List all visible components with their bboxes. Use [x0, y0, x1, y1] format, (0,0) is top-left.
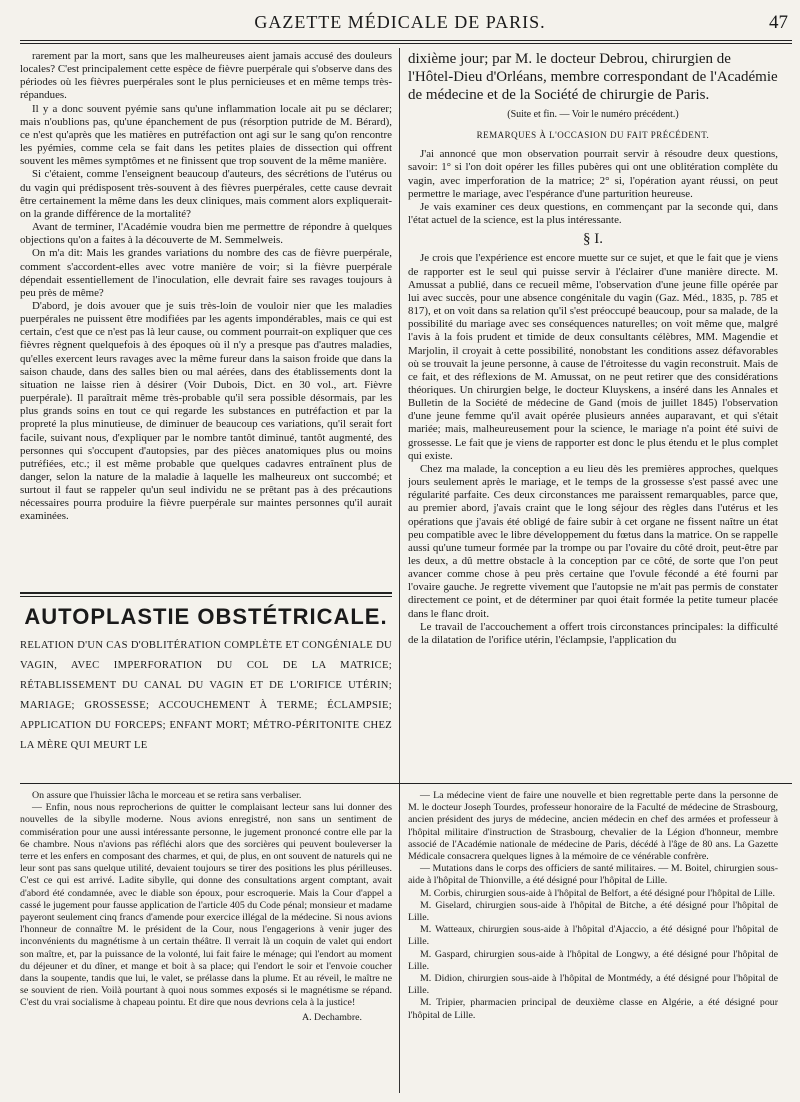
journal-title: GAZETTE MÉDICALE DE PARIS.: [254, 12, 546, 32]
article-lead-in: dixième jour; par M. le docteur Debrou, chirurgien de l'Hôtel-Dieu d'Orléans, membre correspondant de l'Académie de médecine et de la Société de chirurgie de Paris.: [408, 51, 778, 103]
right-column-article: [408, 50, 778, 778]
section-rule: [20, 592, 392, 594]
remarks-heading: REMARQUES À L'OCCASION DU FAIT PRÉCÉDENT.: [476, 130, 710, 141]
header-rule: [20, 40, 792, 41]
paragraph: Chez ma malade, la conception a eu lieu dès les premières approches, quelques jours seulement après le mariage, et le temps de la grossesse s'est passé avec une régularité parfaite. Ces deux circonstances me paraissent remarquables, parce que, au premier abord, j'avais craint que le long séjour des règles dans l'utérus et les opérations que j'avais été obligé de faire subir à cet organe ne fissent naître un état peu compatible avec le libre développement du fœtus dans la matrice. On se rappelle aussi qu'une tumeur formée par la trompe ou par l'ovaire du côté droit, peut-être par les deux, a dû mettre obstacle à la conception par ce côté, de sorte que l'on peut avancer comme chose à peu près certaine que l'ovule fécondé a été fourni par l'ovaire gauche. Je regrette vivement que l'autopsie ne m'ait pas permis de constater directement ce point, et de déterminer par quoi était formée la petite tumeur placée dans le flanc droit.: [408, 462, 778, 620]
paragraph: M. Didion, chirurgien sous-aide à l'hôpital de Montmédy, a été désigné pour l'hôpital de Lille.: [408, 973, 778, 997]
paragraph: M. Tripier, pharmacien principal de deuxième classe en Algérie, a été désigné pour l'hôpital de Lille.: [408, 997, 778, 1021]
header-rule-double: [20, 43, 792, 44]
paragraph: D'abord, je dois avouer que je suis très-loin de vouloir nier que les maladies puerpérales ne puissent être modifiées par les agents impondérables, mais ce qui est certain, c'est que ce n'est pas là leur cause, ou comment pourrait-on expliquer que ces fièvres règnent quelquefois à des époques où il n'y a presque pas d'autres maladies, qu'elles exercent leurs ravages avec la même fureur dans la saison froide que dans la saison chaude, dans des salles bien ou mal aérées, dans des établissements dont la situation ne laisse rien à désirer (Voir Dubois, Dict. en 30 vol., art. Fièvre puerpérale). Il paraîtrait même très-probable qu'il sera possible désormais, par les plus grands soins en tout ce qui regarde les substances en putréfaction et par la propreté la plus minutieuse, de diminuer de beaucoup ces variations, qu'il serait fort facile, suivant nous, d'expliquer par le nombre tantôt diminué, tantôt augmenté, des personnes qui s'occupent d'autopsies, par des pièces anatomiques plus ou moins putréfiées, etc.; il est même probable que quelques cadavres entraînent plus de danger, selon la nature de la maladie à laquelle les malheureux ont succombé; et surtout il faut se rappeler qu'un seul individu ne se prêtant pas à des précautions nécessaires pourra produire la fièvre puerpérale sur maintes personnes qu'il aurait examinées.: [20, 299, 392, 523]
right-bottom-column: [408, 790, 778, 1090]
paragraph: On assure que l'huissier lâcha le morceau et se retira sans verbaliser.: [32, 790, 302, 801]
paragraph: M. Watteaux, chirurgien sous-aide à l'hôpital d'Ajaccio, a été désigné pour l'hôpital de Lille.: [408, 924, 778, 948]
paragraph: Il y a donc souvent pyémie sans qu'une inflammation locale ait pu se déclarer; mais n'oublions pas, qu'une épanchement de pus (résorption putride de M. Bérard), ce n'est qu'après que les matières en putréfaction ont agi sur le sang qu'on rencontre les pyémies, comme cela se fait dans les petites plaies de dissection qui offrent souvent les mêmes symptômes et ne finissent que trop souvent de la même manière.: [20, 102, 392, 168]
paragraph: On m'a dit: Mais les grandes variations du nombre des cas de fièvre puerpérale, comment s'accordent-elles avec votre manière de voir; si la fièvre puerpérale dépendait essentiellement de l'inoculation, elle devrait faire ses ravages toujours à peu près de même?: [20, 247, 392, 299]
bottom-section-rule: [20, 783, 792, 784]
paragraph: Avant de terminer, l'Académie voudra bien me permettre de répondre à quelques objections qu'on a faites à la découverte de M. Semmelweis.: [20, 221, 392, 247]
paragraph: Le travail de l'accouchement a offert trois circonstances principales: la difficulté de la dilatation de l'orifice utérin, l'éclampsie, l'application du: [408, 620, 778, 646]
author-signature: A. Dechambre.: [301, 1011, 362, 1023]
paragraph: Si c'étaient, comme l'enseignent beaucoup d'auteurs, des sécrétions de l'utérus ou du vagin qui prédisposent très-souvent à des fièvres puerpérales, cette cause devrait être certainement la même dans les deux cliniques, mais comment alors expliquerait-on la grande différence de la mortalité?: [20, 168, 392, 220]
paragraph: M. Giselard, chirurgien sous-aide à l'hôpital de Bitche, a été désigné pour l'hôpital de Lille.: [408, 899, 778, 924]
section-rule-thin: [20, 596, 392, 597]
page-header: [8, 12, 792, 38]
left-bottom-column: [20, 790, 392, 1090]
paragraph: — Enfin, nous nous reprocherions de quitter le complaisant lecteur sans lui donner des nouvelles de la sibylle moderne. Nous avions enregistré, non sans un sentiment de commisération pour une aussi intéressante personne, le jugement prononcé contre elle par la 6e chambre. Nous n'avions pas réfléchi alors que des sorcières qui peuvent bouleverser la terre et les enfers en composant des charmes, et qui, de plus, en ont souvent de naturels qui ne leur sont pas sans quelque utilité, devaient toujours se tirer des positions les plus périlleuses. C'est ce qui est arrivé. Ladite sibylle, qui donne des consultations argent comptant, avait d'abord été condamnée, avec le diable son époux, pour escroquerie. Mais la Cour d'appel a cassé le jugement pour fausse application de l'article 405 du Code pénal; monsieur et madame payeront seulement cinq francs d'amende pour exercice illégal de la médecine. Si nous avions l'honneur de connaître M. le président de la Cour, nous l'engagerions à venir juger des inconvénients du magnétisme à un certain théâtre. Il verrait là un coquin de valet qui endort son maître, et, par la puissance de la volonté, lui fait faire le ménage; qui l'endort au moment du déjeuner et du dîner, et mange et boit à sa place; qui l'endort le soir et l'envoie coucher dans la soupente, tandis que lui, le valet, se prélasse dans la plume. Et au réveil, le maître ne se souvient de rien. Voilà pourtant à quoi nous sommes exposés si le magnétisme se répand. C'est du vrai socialisme à chapeau pointu. Et dire que nous devrions cela à la justice!: [20, 802, 392, 1009]
column-divider: [399, 48, 400, 1093]
left-column-article: [20, 50, 392, 578]
paragraph: Je vais examiner ces deux questions, en commençant par la seconde qui, dans l'état actuel de la science, est la plus intéressante.: [408, 200, 778, 227]
article-heading-block: [20, 604, 392, 756]
article-subtitle: RELATION D'UN CAS D'OBLITÉRATION COMPLÈTE ET CONGÉNIALE DU VAGIN, AVEC IMPERFORATION DU COL DE LA MATRICE; RÉTABLISSEMENT DU CANAL DU VAGIN ET DE L'ORIFICE UTÉRIN; MARIAGE; GROSSESSE; ACCOUCHEMENT À TERME; ÉCLAMPSIE; APPLICATION DU FORCEPS; ENFANT MORT; MÉTRO-PÉRITONITE CHEZ LA MÈRE QUI MEURT LE: [20, 640, 392, 751]
paragraph: — La médecine vient de faire une nouvelle et bien regrettable perte dans la personne de M. le docteur Joseph Tourdes, professeur honoraire de la Faculté de médecine de Strasbourg, ancien président des jurys de médecine, ancien médecin en chef des armées et professeur à l'hôpital militaire d'instruction de Strasbourg, chevalier de la Légion d'honneur, membre associé de l'Académie nationale de médecine de Paris, décédé à l'âge de 80 ans. La Gazette Médicale consacrera quelques lignes à la mémoire de ce vénérable confrère.: [408, 790, 778, 863]
section-heading: § I.: [583, 231, 603, 248]
paragraph: M. Corbis, chirurgien sous-aide à l'hôpital de Belfort, a été désigné pour l'hôpital de Lille.: [420, 887, 775, 899]
paragraph: — Mutations dans le corps des officiers de santé militaires. — M. Boitel, chirurgien sous-aide à l'hôpital de Thionville, a été désigné pour l'hôpital de Lille.: [408, 863, 778, 887]
article-title: AUTOPLASTIE OBSTÉTRICALE.: [24, 604, 388, 629]
paragraph: M. Gaspard, chirurgien sous-aide à l'hôpital de Longwy, a été désigné pour l'hôpital de Lille.: [408, 948, 778, 972]
page-number: 47: [769, 12, 788, 33]
paragraph: J'ai annoncé que mon observation pourrait servir à résoudre deux questions, savoir: 1° si l'on doit opérer les filles pubères qui ont une oblitération complète du vagin, avec imperforation de la matrice; 2° si, l'opération ayant réussi, on peut permettre le mariage, avec l'espérance d'une parturition heureuse.: [408, 148, 778, 200]
continuation-note: (Suite et fin. — Voir le numéro précédent.): [507, 109, 679, 120]
paragraph: rarement par la mort, sans que les malheureuses aient jamais accusé des douleurs locales? C'est principalement cette espèce de fièvre puerpérale qui s'observe dans des périodes où les fièvres puerpérales sont le plus pernicieuses et en même temps très-répandues.: [20, 50, 392, 102]
paragraph: Je crois que l'expérience est encore muette sur ce sujet, et que le fait que je viens de rapporter est le seul qui puisse servir à l'éclairer d'une manière directe. M. Amussat a publié, dans ce recueil même, l'observation d'une jeune fille opérée par lui avec succès, pour une absence congénitale du vagin (Gaz. Méd., 1835, p. 785 et 817), et on voit dans sa relation qu'il s'est préoccupé beaucoup, pour sa malade, de la possibilité du mariage avec ses conséquences naturelles; on voit même que, malgré l'avis à la fois prudent et timide de deux consultants célèbres, MM. Magendie et Marjolin, il croyait à cette possibilité, nonobstant les conditions assez défavorables où se trouvait la jeune personne, à cause de l'étroitesse du vagin reconstruit. Mais de ce fait, et des réflexions de M. Amussat, on ne peut retirer que des considérations théoriques. Un chirurgien belge, le docteur Kluyskens, a inséré dans les Annales et Bulletin de la Société de médecine de Gand (mois de juillet 1845) l'observation d'une jeune femme qu'il avait opérée plusieurs années auparavant, et qui s'était mariée; mais, malheureusement pour la science, le mariage n'a point été suivi de grossesse. Le fait que je viens de rapporter est donc le plus étendu et le plus complet qui existe.: [408, 252, 778, 462]
